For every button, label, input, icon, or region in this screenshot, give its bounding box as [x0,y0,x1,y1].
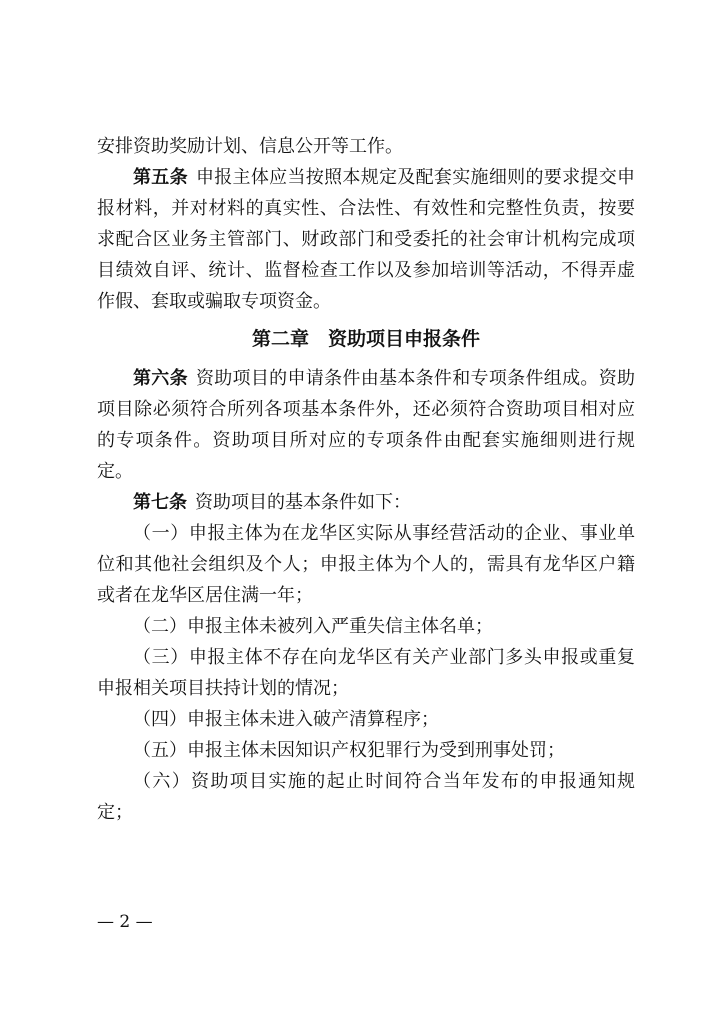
paragraph-continuation: 安排资助奖励计划、信息公开等工作。 [97,136,403,157]
article-5-heading: 第五条 [133,167,188,188]
article-7-text: 资助项目的基本条件如下： [195,492,411,513]
article-6-heading: 第六条 [133,368,188,389]
page-number: — 2 — [97,912,153,932]
article-6 [97,363,635,487]
article-7 [97,487,635,518]
condition-item-4: （四）申报主体未进入破产清算程序； [133,709,439,730]
condition-item-5: （五）申报主体未因知识产权犯罪行为受到刑事处罚； [133,740,565,761]
condition-item-1: （一）申报主体为在龙华区实际从事经营活动的企业、事业单位和其他社会组织及个人；申报主体为个人的，需具有龙华区户籍或者在龙华区居住满一年； [97,523,635,606]
condition-item-6: （六）资助项目实施的起止时间符合当年发布的申报通知规定； [97,771,635,823]
article-6-text: 资助项目的申请条件由基本条件和专项条件组成。资助项目除必须符合所列各项基本条件外，还必须符合资助项目相对应的专项条件。资助项目所对应的专项条件由配套实施细则进行规定。 [97,368,636,482]
article-5 [97,162,635,317]
condition-item-2: （二）申报主体未被列入严重失信主体名单； [133,616,493,637]
condition-item-3: （三）申报主体不存在向龙华区有关产业部门多头申报或重复申报相关项目扶持计划的情况； [97,647,635,699]
document-body [97,131,635,828]
chapter-title: 第二章 资助项目申报条件 [251,328,480,350]
article-5-text: 申报主体应当按照本规定及配套实施细则的要求提交申报材料，并对材料的真实性、合法性、有效性和完整性负责，按要求配合区业务主管部门、财政部门和受委托的社会审计机构完成项目绩效自评、统计、监督检查工作以及参加培训等活动，不得弄虚作假、套取或骗取专项资金。 [97,167,636,312]
article-7-heading: 第七条 [133,492,187,513]
